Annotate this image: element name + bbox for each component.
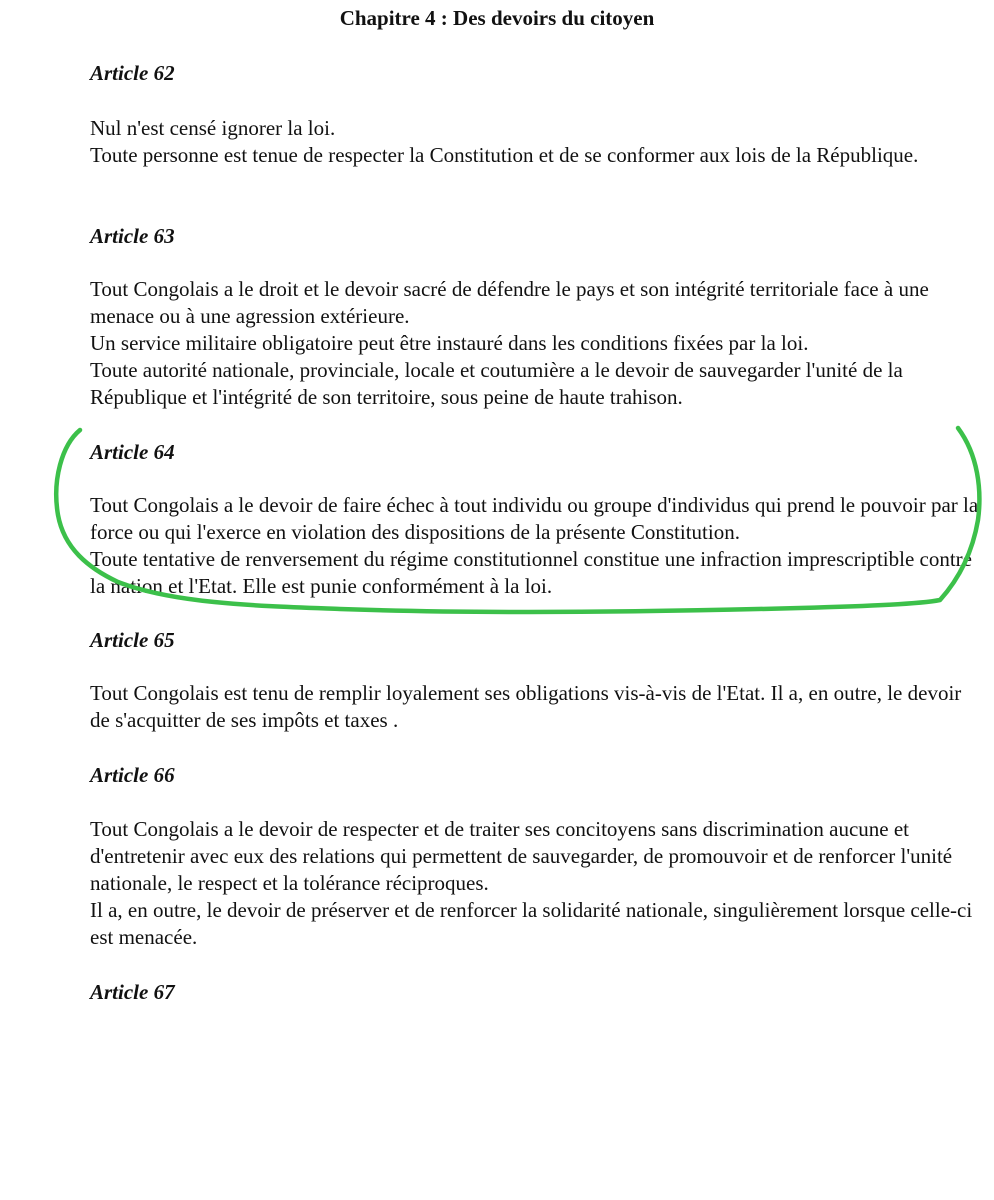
paragraph: Tout Congolais a le droit et le devoir sacré de défendre le pays et son intégrité territoriale face à une menace ou à une agression extérieure. xyxy=(90,277,929,328)
paragraph: Tout Congolais a le devoir de faire échec à tout individu ou groupe d'individus qui prend le pouvoir par la force ou qui l'exerce en violation des dispositions de la présente Constitution. xyxy=(90,493,979,544)
article-body-62 xyxy=(90,115,985,169)
chapter-title: Chapitre 4 : Des devoirs du citoyen xyxy=(339,6,655,30)
paragraph: Toute autorité nationale, provinciale, locale et coutumière a le devoir de sauvegarder l'unité de la République et l'intégrité de son territoire, sous peine de haute trahison. xyxy=(90,358,903,409)
article-heading-66: Article 66 xyxy=(90,763,175,787)
article-body-63 xyxy=(90,276,985,411)
article-body-64 xyxy=(90,492,985,600)
article-body-65 xyxy=(90,680,985,734)
article-body-66 xyxy=(90,816,985,951)
article-heading-64: Article 64 xyxy=(90,440,175,464)
paragraph: Tout Congolais est tenu de remplir loyalement ses obligations vis-à-vis de l'Etat. Il a, en outre, le devoir de s'acquitter de ses impôts et taxes . xyxy=(90,681,962,732)
article-heading-63: Article 63 xyxy=(90,224,175,248)
article-heading-65: Article 65 xyxy=(90,628,175,652)
paragraph: Il a, en outre, le devoir de préserver et de renforcer la solidarité nationale, singulièrement lorsque celle-ci est menacée. xyxy=(90,898,973,949)
paragraph: Nul n'est censé ignorer la loi. xyxy=(90,116,336,140)
article-heading-62: Article 62 xyxy=(90,61,175,85)
paragraph: Un service militaire obligatoire peut être instauré dans les conditions fixées par la loi. xyxy=(90,331,809,355)
article-heading-67: Article 67 xyxy=(90,980,175,1004)
paragraph: Toute personne est tenue de respecter la Constitution et de se conformer aux lois de la République. xyxy=(90,143,919,167)
paragraph: Tout Congolais a le devoir de respecter et de traiter ses concitoyens sans discrimination aucune et d'entretenir avec eux des relations qui permettent de sauvegarder, de promouvoir et de renforcer l'unité nationale, le respect et la tolérance réciproques. xyxy=(90,817,953,895)
paragraph: Toute tentative de renversement du régime constitutionnel constitue une infraction imprescriptible contre la nation et l'Etat. Elle est punie conformément à la loi. xyxy=(90,547,972,598)
